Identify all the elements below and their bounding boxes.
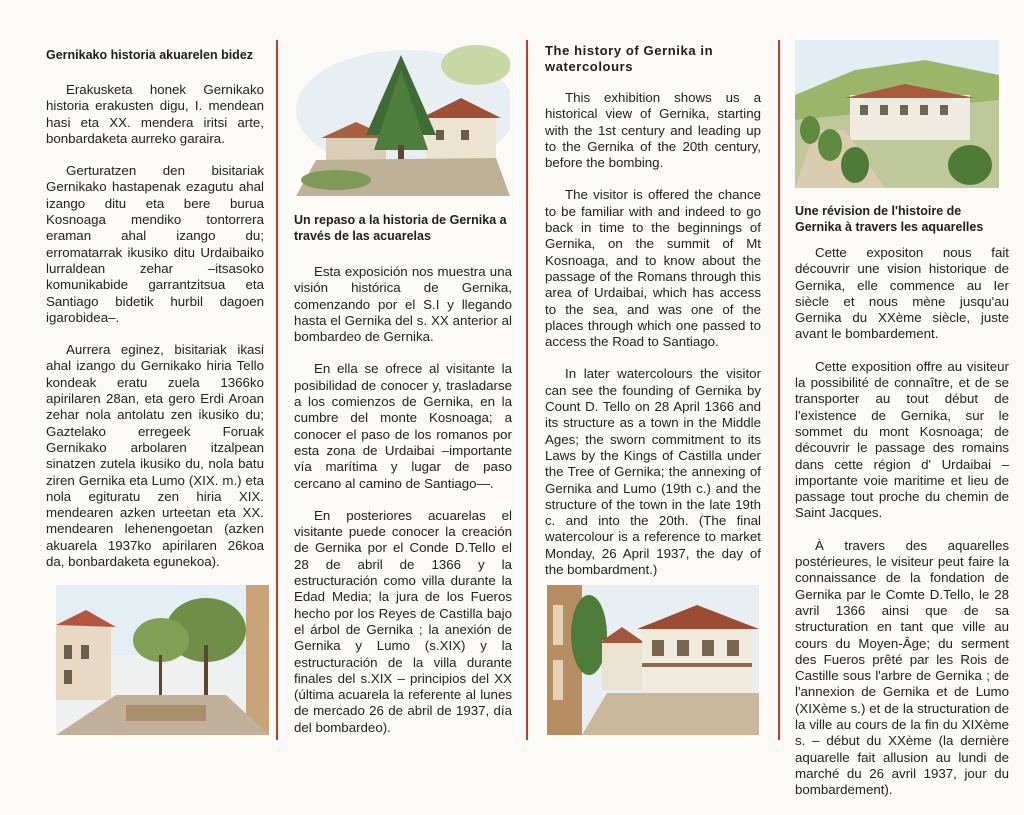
paragraph: Cette exposition offre au visiteur la possibilité de connaître, et de se transporter au tout début de l'existence de Gernika, sur le sommet du mont Kosnoaga; de découvrir le passage des romains dans cette région d' Urdaibai – importante voie maritime et lieu de passage tout proche du chemin de Saint Jacques. [795, 358, 1009, 521]
paragraph: En ella se ofrece al visitante la posibilidad de conocer y, trasladarse a los comienzos de Gernika, en la cumbre del monte Kosnoaga; a conocer el paso de los romanos por esta zona de Urdaibai –importante vía marítima y lugar de paso cercano al camino de Santiago—. [294, 361, 512, 491]
section-title: Une révision de l'histoire de Gernika à travers les aquarelles [795, 204, 984, 234]
paragraph: In later watercolours the visitor can see the founding of Gernika by Count D. Tello on 28 April 1366 and its structure as a town in the Middle Ages; the sworn commitment to its Laws by the Kings of Castilla under the Tree of Gernika; the annexing of Gernika and Lumo (19th c.) and the structure of the town in the late 19th c. and into the 20th. (The final watercolour is a reference to market Monday, 26 April 1937, the day of the bombardment.) [545, 366, 761, 578]
column-divider [276, 40, 278, 740]
paragraph: This exhibition shows us a historical view of Gernika, starting with the 1st century and leading up to the Gernika of the 20th century, before the bombing. [545, 90, 761, 171]
paragraph: Cette expositon nous fait découvrir une vision historique de Gernika, elle commence au Ier siècle et nous mène jusqu'au Gernika du XXème siècle, juste avant le bombardement. [795, 245, 1009, 342]
column-divider [778, 40, 780, 740]
section-title: Un repaso a la historia de Gernika a través de las acuarelas [294, 213, 507, 243]
paragraph: The visitor is offered the chance to be familiar with and indeed to go back in time to the beginnings of Gernika, on the summit of Mt Kosnoaga, and to know about the passage of the Romans through this area of Urdaibai, which has access to the sea, and was one of the places through which one passed to access the Road to Santiago. [545, 187, 761, 350]
paragraph: Erakusketa honek Gernikako historia erakusten digu, I. mendean hasi eta XX. mendera iritsi arte, bonbardaketa aurreko garaira. [46, 82, 264, 146]
column-french [795, 0, 1011, 798]
column-spanish [294, 0, 512, 755]
paragraph: Aurrera eginez, bisitariak ikasi ahal izango du Gernikako hiria Tello kondeak eratu zuela 1366ko apirilaren 28an, eta gero Erdi Aroan zehar nola antolatu zen ikusiko du; Gaztelako erregeek Foruak Gernikako arbolaren itzalpean sinatzen zutela ikusiko du, nola batu ziren Gernika eta Lumo (XIX. m.) eta nola egituratu zen hiria XIX. mendearen azken urteetan eta XX. mendearen lehenengoetan (azken akuarela 1937ko apirilaren 26koa da, bonbardaketa egunekoa). [46, 342, 264, 570]
watercolour-old-houses [547, 585, 759, 735]
paragraph: À travers des aquarelles postérieures, le visiteur peut faire la connaissance de la fondation de Gernika par le Comte D.Tello, le 28 avril 1366 ainsi que de sa structuration en tant que ville au cours du Moyen-Âge; du serment des Fueros prêté par les Rois de Castille sous l'arbre de Gernika ; de l'annexion de Gernika et de Lumo (XIXème s.) et de la structuration de la ville au cours de la fin du XIXème s. – début du XXème (la dernière aquarelle fait allusion au lundi de marché du 26 avril 1937, jour du bombardement). [795, 537, 1009, 798]
column-divider [526, 40, 528, 740]
paragraph: Esta exposición nos muestra una visión histórica de Gernika, comenzando por el S.I y llegando hasta el Gernika del s. XX anterior al bombardeo de Gernika. [294, 264, 512, 345]
paragraph: En posteriores acuarelas el visitante puede conocer la creación de Gernika por el Conde D.Tello el 28 de abril de 1366 y la estructuración como villa durante la Edad Media; la jura de los Fueros hecho por los Reyes de Castilla bajo el árbol de Gernika ; la anexión de Gernika y Lumo (s.XIX) y la estructuración de la villa durante finales del s.XIX – principios del XX (última acuarela la referente al lunes de mercado 26 de abril de 1937, día del bombardeo). [294, 507, 512, 735]
paragraph: Gerturatzen den bisitariak Gernikako hastapenak ezagutu ahal izango ditu eta bere burua Kosnoaga mendiko tontorrera eraman ahal izango du; erromatarrak ikusiko ditu Urdaibaiko lurraldean zehar –itsasoko komunikabide garrantzitsua eta Santiago bidetik hurbil dagoen igarobidea–. [46, 163, 264, 325]
watercolour-street-plaza [56, 585, 269, 735]
section-title: The history of Gernika in watercolours [545, 43, 714, 74]
section-title: Gernikako historia akuarelen bidez [46, 48, 254, 62]
